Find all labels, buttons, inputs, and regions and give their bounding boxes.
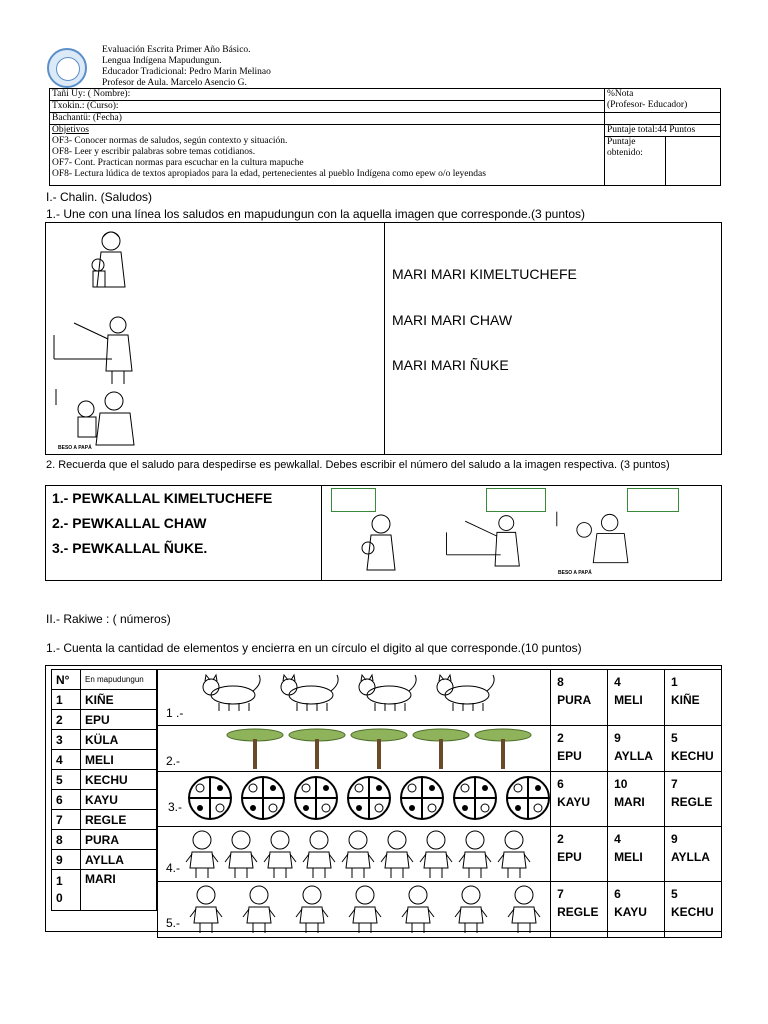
count-row-5: [158, 882, 551, 938]
farewell-text: 3.- PEWKALLAL ÑUKE.: [52, 540, 208, 556]
obtained-box[interactable]: [666, 137, 721, 186]
objectives-title: Objetivos: [52, 125, 89, 135]
obtained-label: Puntaje: [607, 137, 636, 147]
option-word[interactable]: REGLE: [557, 905, 599, 919]
total-points: Puntaje total:44 Puntos: [605, 125, 721, 137]
option-word[interactable]: MELI: [614, 850, 643, 864]
question-text: 2. Recuerda que el saludo para despedirse es pewkallal. Debes escribir el número del saludo a la imagen respectiva. (3 puntos): [46, 459, 670, 471]
count-item: [300, 828, 338, 880]
teacher-image[interactable]: [52, 311, 162, 386]
count-item: [378, 828, 416, 880]
father-child-image: [551, 508, 641, 570]
option-word[interactable]: KAYU: [557, 795, 591, 809]
table-cell: PURA: [81, 830, 157, 850]
option-word[interactable]: AYLLA: [614, 749, 653, 763]
table-header: N°: [52, 670, 81, 690]
count-item: [195, 673, 265, 713]
count-item: [222, 828, 260, 880]
count-item: [456, 828, 494, 880]
question-text: 1.- Une con una línea los saludos en mapudungun con la aquella imagen que corresponde.(3 puntos): [46, 207, 586, 221]
count-item: [240, 883, 278, 935]
counting-grid: [157, 669, 722, 938]
option-digit[interactable]: 9: [614, 731, 621, 745]
mother-baby-image[interactable]: [81, 227, 131, 297]
count-item: [505, 775, 551, 821]
option-digit[interactable]: 7: [557, 887, 564, 901]
farewell-box: [45, 485, 722, 581]
option-word[interactable]: AYLLA: [670, 850, 710, 864]
count-item: [346, 775, 392, 821]
count-item: [399, 775, 445, 821]
count-item: [287, 727, 347, 769]
table-cell: KÜLA: [81, 730, 157, 750]
option-word[interactable]: MARI: [614, 795, 645, 809]
option-word[interactable]: REGLE: [670, 795, 713, 809]
table-cell: 8: [52, 830, 81, 850]
grade-sub-label: (Profesor- Educador): [607, 100, 688, 110]
grade-box[interactable]: [605, 113, 721, 125]
greeting-text[interactable]: MARI MARI CHAW: [392, 312, 513, 328]
count-item: [349, 727, 409, 769]
option-word[interactable]: PURA: [557, 693, 592, 707]
header-lines: [102, 45, 271, 89]
count-item: [339, 828, 377, 880]
option-digit[interactable]: 4: [614, 675, 621, 689]
section-title: I.- Chalin. (Saludos): [46, 190, 153, 204]
farewell-text: 1.- PEWKALLAL KIMELTUCHEFE: [52, 490, 273, 506]
objective-item: OF8- Leer y escribir palabras sobre temas cotidianos.: [52, 147, 256, 157]
table-cell: 1: [52, 690, 81, 710]
table-cell: KECHU: [81, 770, 157, 790]
course-field[interactable]: Txokin.: (Curso):: [50, 101, 605, 113]
count-item: [187, 775, 233, 821]
count-item: [261, 828, 299, 880]
date-field[interactable]: Bachantü: (Fecha): [50, 113, 605, 125]
count-item: [187, 883, 225, 935]
option-digit[interactable]: 4: [614, 832, 621, 846]
count-item: [346, 883, 384, 935]
count-item: [225, 727, 285, 769]
school-logo: [47, 48, 87, 88]
student-info-table: [49, 88, 721, 186]
option-digit[interactable]: 8: [557, 675, 564, 689]
section-title: II.- Rakiwe : ( números): [46, 612, 171, 626]
matching-box: [45, 222, 722, 455]
option-digit[interactable]: 10: [614, 777, 628, 791]
name-field[interactable]: Tañi Uy: ( Nombre):: [50, 89, 605, 101]
option-digit[interactable]: 9: [670, 832, 678, 846]
count-item: [417, 828, 455, 880]
table-cell: MARI: [81, 870, 157, 911]
option-digit[interactable]: 1: [670, 675, 678, 689]
option-word[interactable]: KIÑE: [670, 693, 700, 707]
table-cell: AYLLA: [81, 850, 157, 870]
table-cell: REGLE: [81, 810, 157, 830]
greeting-text[interactable]: MARI MARI KIMELTUCHEFE: [392, 266, 577, 282]
table-cell: MELI: [81, 750, 157, 770]
option-digit[interactable]: 7: [670, 777, 678, 791]
table-cell: KIÑE: [81, 690, 157, 710]
number-reference-table: [51, 669, 157, 911]
image-caption: BESO A PAPÁ: [58, 445, 92, 451]
grade-label: %Nota: [607, 89, 634, 99]
count-item: [293, 883, 331, 935]
table-cell: 6: [52, 790, 81, 810]
option-word[interactable]: KAYU: [614, 905, 647, 919]
question-text: 1.- Cuenta la cantidad de elementos y encierra en un círculo el digito al que corresponde.(10 puntos): [46, 641, 582, 655]
count-item: [473, 727, 533, 769]
count-item: [495, 828, 533, 880]
option-word[interactable]: MELI: [614, 693, 643, 707]
table-cell: EPU: [81, 710, 157, 730]
table-cell: KAYU: [81, 790, 157, 810]
count-item: [183, 828, 221, 880]
table-cell: 5: [52, 770, 81, 790]
row-label: 2.-: [166, 754, 181, 768]
count-item: [411, 727, 471, 769]
count-item: [273, 673, 343, 713]
answer-box-1[interactable]: [331, 488, 376, 512]
row-label: 4.-: [166, 861, 181, 875]
farewell-text: 2.- PEWKALLAL CHAW: [52, 515, 207, 531]
objective-item: OF8- Lectura lúdica de textos apropiados para la edad, pertenecientes al pueblo Indígena como epew o/o leyendas: [52, 169, 486, 179]
table-cell: 1 0: [52, 870, 81, 911]
table-cell: 7: [52, 810, 81, 830]
option-digit[interactable]: 6: [557, 777, 564, 791]
option-digit[interactable]: 2: [557, 731, 564, 745]
mother-baby-image: [346, 510, 406, 580]
option-digit[interactable]: 2: [557, 832, 564, 846]
row-label: 1 .-: [166, 706, 184, 720]
count-row-3: [158, 772, 551, 827]
header-line: Lengua Indígena Mapudungun.: [102, 56, 222, 66]
table-cell: 4: [52, 750, 81, 770]
table-cell: 9: [52, 850, 81, 870]
count-item: [351, 673, 421, 713]
teacher-image: [441, 510, 551, 580]
count-item: [240, 775, 286, 821]
table-cell: 3: [52, 730, 81, 750]
table-header: En mapudungun: [81, 670, 157, 690]
image-caption: BESO A PAPÁ: [558, 570, 592, 576]
objective-item: OF7- Cont. Practican normas para escuchar en la cultura mapuche: [52, 158, 304, 168]
header-line: Evaluación Escrita Primer Año Básico.: [102, 45, 251, 55]
father-child-image[interactable]: [54, 385, 144, 453]
count-item: [505, 883, 543, 935]
count-item: [429, 673, 499, 713]
option-digit[interactable]: 5: [670, 887, 678, 901]
header-line: Profesor de Aula. Marcelo Asencio G.: [102, 78, 247, 88]
count-item: [399, 883, 437, 935]
objective-item: OF3- Conocer normas de saludos, según contexto y situación.: [52, 136, 288, 146]
greeting-text[interactable]: MARI MARI ÑUKE: [392, 357, 509, 373]
count-row-4: [158, 827, 551, 882]
answer-box-2[interactable]: [486, 488, 546, 512]
row-label: 3.-: [168, 800, 183, 814]
obtained-label: obtenido:: [607, 148, 643, 158]
table-cell: 2: [52, 710, 81, 730]
count-item: [452, 775, 498, 821]
row-label: 5.-: [166, 916, 181, 930]
header-line: Educador Tradicional: Pedro Marin Melinao: [102, 67, 271, 77]
option-digit[interactable]: 5: [670, 731, 678, 745]
option-word[interactable]: EPU: [557, 749, 582, 763]
option-word[interactable]: KECHU: [670, 749, 714, 763]
option-digit[interactable]: 6: [614, 887, 621, 901]
option-word[interactable]: EPU: [557, 850, 582, 864]
count-item: [293, 775, 339, 821]
option-word[interactable]: KECHU: [670, 905, 714, 919]
count-row-2: [158, 726, 551, 772]
count-item: [452, 883, 490, 935]
count-row-1: [158, 670, 551, 726]
